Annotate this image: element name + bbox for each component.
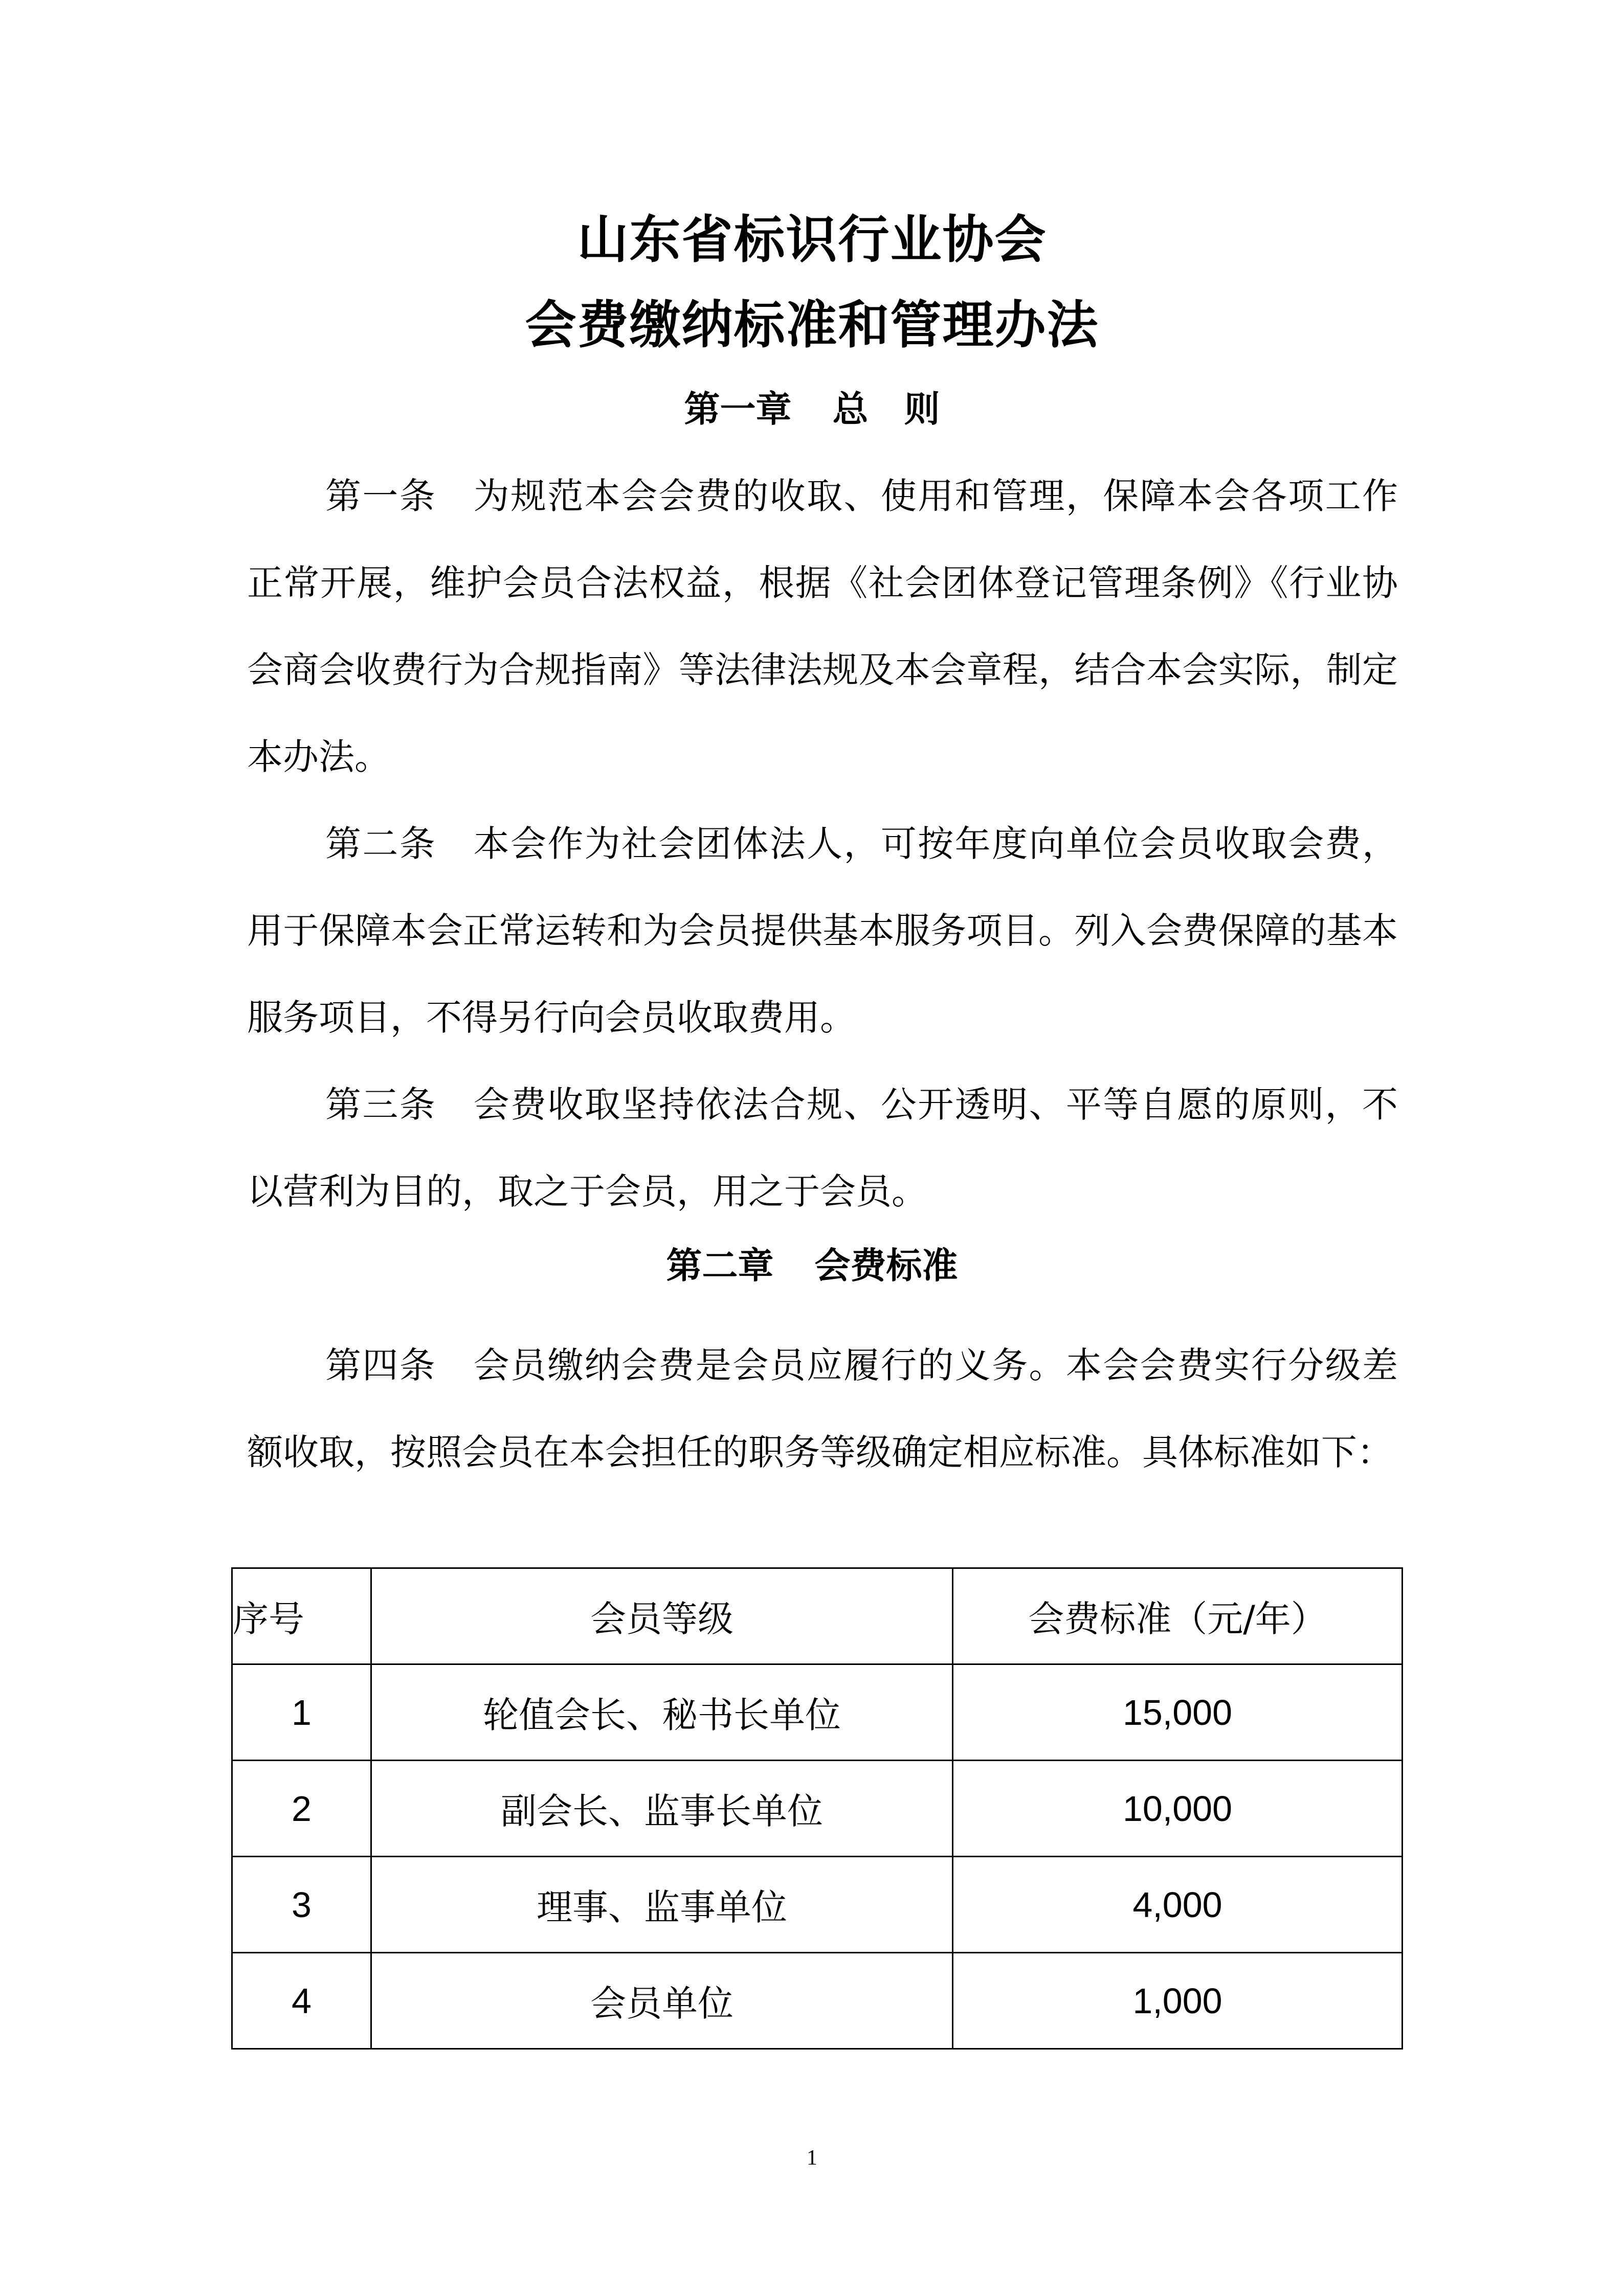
row-index: 3	[232, 1857, 371, 1953]
article-paragraph-3	[247, 1061, 1398, 1235]
row-fee: 15,000	[953, 1664, 1403, 1761]
article-number: 第二条	[325, 823, 437, 865]
row-member-level: 副会长、监事长单位	[371, 1761, 953, 1857]
article-paragraph-1	[247, 453, 1398, 800]
article-number: 第三条	[325, 1084, 437, 1126]
table-header-row	[232, 1568, 1403, 1664]
chapter-title: 会费标准	[814, 1244, 958, 1287]
row-member-level: 轮值会长、秘书长单位	[371, 1664, 953, 1761]
article-text: 为规范本会会费的收取、使用和管理，保障本会各项工作正常开展，维护会员合法权益，根据《社会团体登记管理条例》《行业协会商会收费行为合规指南》等法律法规及本会章程，结合本会实际，制定本办法。	[247, 475, 1398, 778]
chapter-heading-2	[0, 1243, 1624, 1289]
table-row	[232, 1664, 1403, 1761]
article-number: 第一条	[325, 475, 437, 517]
article-paragraph-2	[247, 800, 1398, 1061]
article-text: 会员缴纳会费是会员应履行的义务。本会会费实行分级差额收取，按照会员在本会担任的职务等级确定相应标准。具体标准如下：	[247, 1344, 1398, 1473]
chapter-heading-1	[0, 386, 1624, 432]
article-text: 会费收取坚持依法合规、公开透明、平等自愿的原则，不以营利为目的，取之于会员，用之于会员。	[247, 1084, 1398, 1212]
row-member-level: 理事、监事单位	[371, 1857, 953, 1953]
article-paragraph-4	[247, 1322, 1398, 1496]
row-index: 1	[232, 1664, 371, 1761]
chapter-number: 第二章	[666, 1244, 774, 1287]
table-row	[232, 1953, 1403, 2049]
row-index: 2	[232, 1761, 371, 1857]
document-title-line1: 山东省标识行业协会	[577, 209, 1047, 269]
page-number: 1	[807, 2146, 817, 2170]
row-fee: 1,000	[953, 1953, 1403, 2049]
row-fee: 4,000	[953, 1857, 1403, 1953]
row-member-level: 会员单位	[371, 1953, 953, 2049]
fee-standard-table	[231, 1567, 1403, 2050]
table-row	[232, 1857, 1403, 1953]
document-title-line2: 会费缴纳标准和管理办法	[525, 295, 1099, 355]
row-fee: 10,000	[953, 1761, 1403, 1857]
article-number: 第四条	[325, 1344, 437, 1386]
table-row	[232, 1761, 1403, 1857]
chapter-title: 总 则	[832, 388, 940, 430]
column-header-fee: 会费标准（元/年）	[953, 1568, 1403, 1664]
article-text: 本会作为社会团体法人，可按年度向单位会员收取会费，用于保障本会正常运转和为会员提供基本服务项目。列入会费保障的基本服务项目，不得另行向会员收取费用。	[247, 823, 1398, 1039]
row-index: 4	[232, 1953, 371, 2049]
chapter-number: 第一章	[684, 388, 792, 430]
column-header-level: 会员等级	[371, 1568, 953, 1664]
column-header-index: 序号	[232, 1568, 371, 1664]
